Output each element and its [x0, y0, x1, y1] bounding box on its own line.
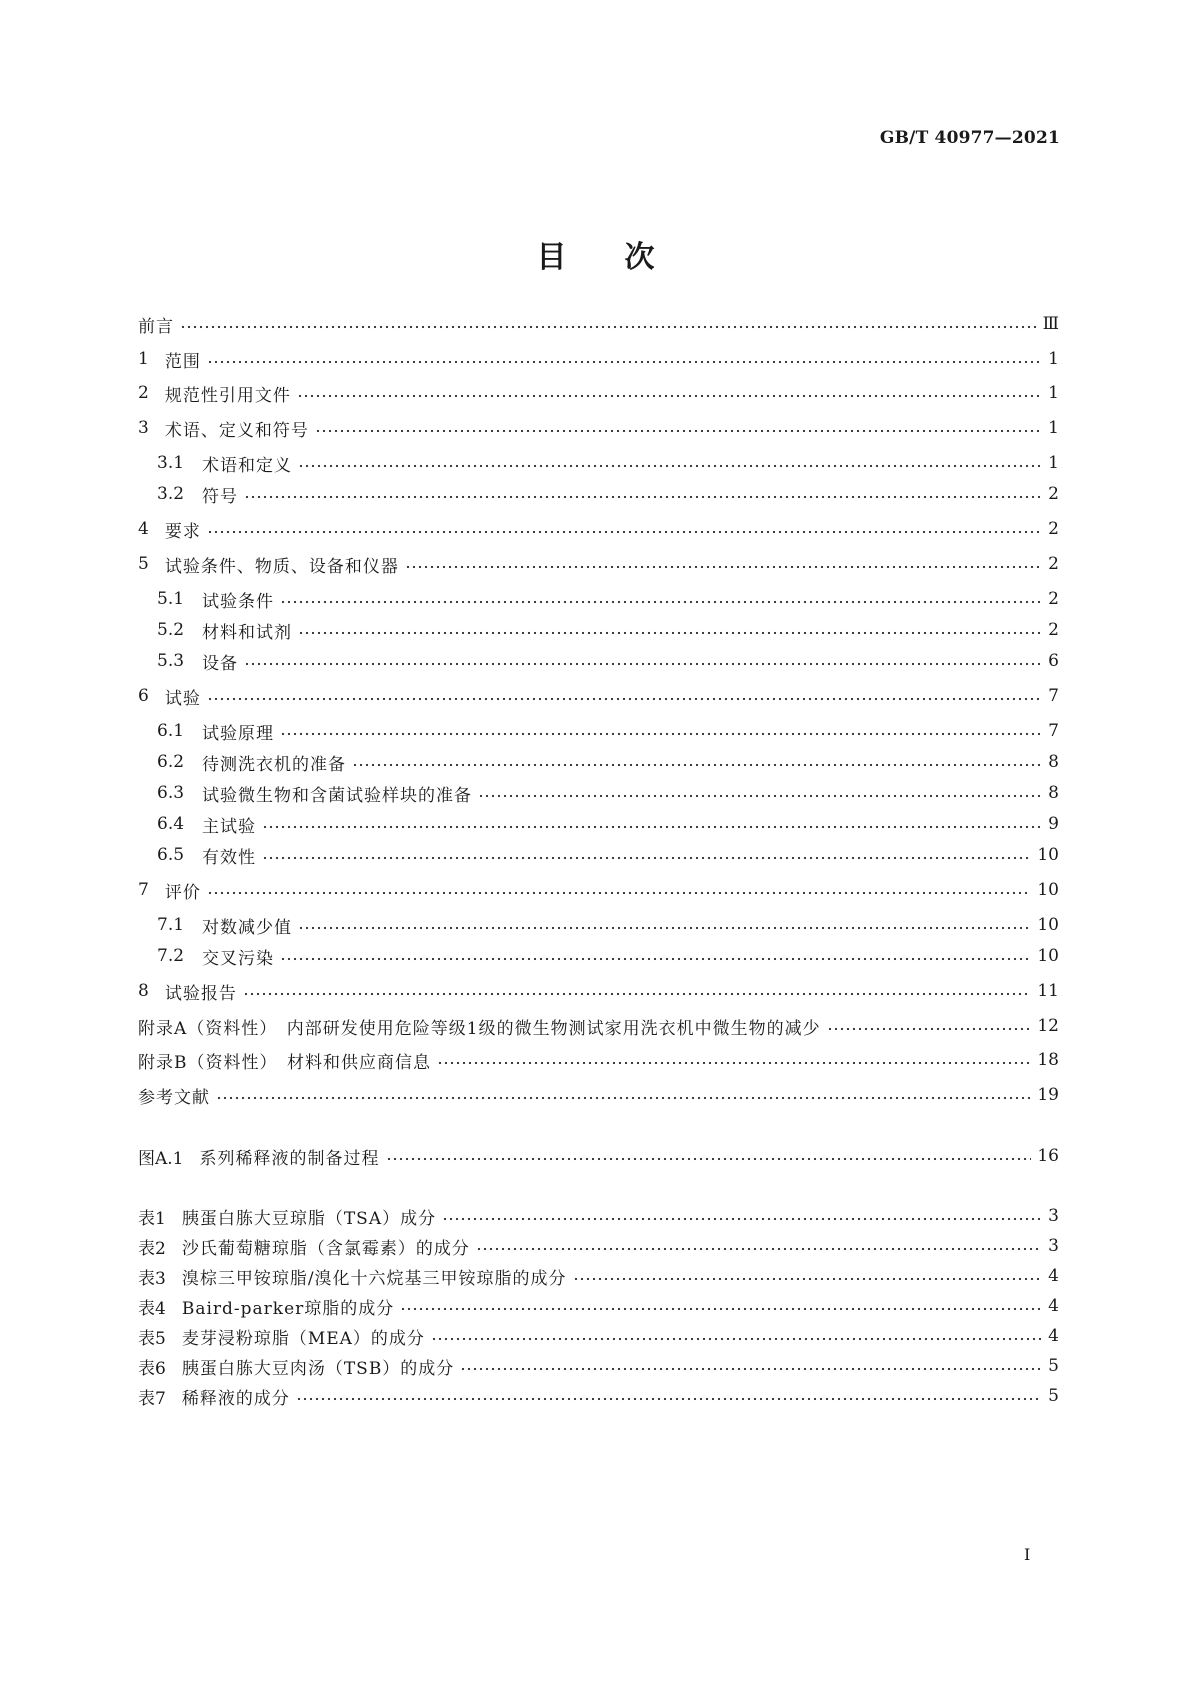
toc-entry-page: 18 — [1037, 1050, 1059, 1070]
dot-leader — [400, 1294, 1041, 1318]
page-title: 目次 — [536, 240, 713, 275]
toc-entry-page: 1 — [1048, 453, 1059, 473]
toc-entry-number: 3 — [138, 418, 149, 438]
dot-leader — [280, 944, 1031, 968]
toc-entry-number: 5 — [138, 554, 149, 574]
toc-entry-title: 胰蛋白胨大豆琼脂（TSA）成分 — [181, 1208, 437, 1229]
toc-entry[interactable] — [138, 1384, 1059, 1408]
toc-entry-title: 试验微生物和含菌试验样块的准备 — [202, 785, 473, 806]
toc-entry-number: 8 — [138, 981, 149, 1001]
toc-entry-page: 8 — [1048, 783, 1059, 803]
dot-leader — [207, 517, 1041, 541]
toc-entry-title: 前言 — [138, 316, 174, 337]
toc-entry-title: 试验报告 — [164, 983, 237, 1004]
toc-entry[interactable] — [138, 1294, 1059, 1318]
toc-entry-number: 1 — [138, 349, 149, 369]
toc-entry-page: 10 — [1037, 915, 1059, 935]
toc-entry[interactable] — [138, 979, 1059, 1003]
toc-entry[interactable] — [138, 552, 1059, 576]
toc-entry[interactable] — [138, 1083, 1059, 1107]
dot-leader — [244, 482, 1041, 506]
toc-entry-title: 沙氏葡萄糖琼脂（含氯霉素）的成分 — [181, 1238, 470, 1259]
toc-entry[interactable] — [138, 1354, 1059, 1378]
toc-entry-number: 6.1 — [157, 721, 185, 741]
toc-entry-number: 图A.1 — [138, 1148, 184, 1169]
dot-leader — [280, 587, 1041, 611]
toc-entry[interactable] — [138, 517, 1059, 541]
toc-entry-number: 6.3 — [157, 783, 185, 803]
toc-entry[interactable] — [157, 843, 1059, 867]
dot-leader — [298, 451, 1041, 475]
toc-entry-number: 3.1 — [157, 453, 185, 473]
dot-leader — [478, 781, 1041, 805]
toc-entry[interactable] — [157, 944, 1059, 968]
toc-entry-page: 1 — [1048, 349, 1059, 369]
toc-entry-page: 6 — [1048, 651, 1059, 671]
toc-entry-page: 5 — [1048, 1356, 1059, 1376]
toc-entry-number: 表1 — [138, 1208, 166, 1229]
toc-entry-title: 规范性引用文件 — [164, 385, 291, 406]
toc-entry-number: 5.3 — [157, 651, 185, 671]
dot-leader — [298, 913, 1031, 937]
toc-entry-page: Ⅲ — [1042, 314, 1059, 334]
toc-entry-title: 术语、定义和符号 — [164, 420, 309, 441]
dot-leader — [431, 1324, 1041, 1348]
toc-entry-title: 材料和试剂 — [202, 622, 293, 643]
dot-leader — [573, 1264, 1041, 1288]
toc-entry-page: 9 — [1048, 814, 1059, 834]
toc-entry-title: 试验 — [164, 688, 201, 709]
toc-entry-number: 表4 — [138, 1298, 166, 1319]
dot-leader — [460, 1354, 1041, 1378]
page-number: I — [1024, 1545, 1031, 1564]
toc-entry[interactable] — [157, 649, 1059, 673]
dot-leader — [476, 1234, 1041, 1258]
toc-entry[interactable] — [138, 1264, 1059, 1288]
toc-entry[interactable] — [138, 1234, 1059, 1258]
toc-entry-page: 5 — [1048, 1386, 1059, 1406]
dot-leader — [827, 1014, 1032, 1038]
toc-entry-number: 7.2 — [157, 946, 185, 966]
dot-leader — [207, 684, 1041, 708]
toc-entry-page: 2 — [1048, 519, 1059, 539]
toc-entry-number: 6.2 — [157, 752, 185, 772]
toc-entry[interactable] — [157, 781, 1059, 805]
dot-leader — [207, 878, 1032, 902]
toc-entry-page: 3 — [1048, 1236, 1059, 1256]
toc-entry[interactable] — [138, 1048, 1059, 1072]
toc-entry-number: 表3 — [138, 1268, 166, 1289]
toc-entry-title: 试验原理 — [202, 723, 275, 744]
toc-entry-title: 溴棕三甲铵琼脂/溴化十六烷基三甲铵琼脂的成分 — [181, 1268, 567, 1289]
toc-entry[interactable] — [138, 312, 1059, 336]
toc-entry-title: 系列稀释液的制备过程 — [199, 1148, 380, 1169]
toc-entry[interactable] — [138, 1014, 1059, 1038]
dot-leader — [386, 1144, 1032, 1168]
toc-entry-page: 10 — [1037, 880, 1059, 900]
toc-entry-page: 4 — [1048, 1326, 1059, 1346]
toc-entry-number: 2 — [138, 383, 149, 403]
toc-entry[interactable] — [138, 381, 1059, 405]
toc-entry-title: 符号 — [202, 486, 239, 507]
toc-entry-number: 3.2 — [157, 484, 185, 504]
dot-leader — [207, 347, 1041, 371]
toc-entry[interactable] — [157, 618, 1059, 642]
toc-entry-page: 10 — [1037, 845, 1059, 865]
toc-entry[interactable] — [157, 451, 1059, 475]
toc-entry-number: 5.1 — [157, 589, 185, 609]
dot-leader — [280, 719, 1041, 743]
toc-entry-page: 1 — [1048, 418, 1059, 438]
toc-entry-title: 试验条件、物质、设备和仪器 — [164, 556, 399, 577]
toc-entry-page: 2 — [1048, 589, 1059, 609]
toc-entry-number: 表7 — [138, 1388, 166, 1409]
dot-leader — [437, 1048, 1031, 1072]
toc-entry-number: 6 — [138, 686, 149, 706]
dot-leader — [297, 381, 1041, 405]
toc-entry-page: 16 — [1037, 1146, 1059, 1166]
dot-leader — [262, 843, 1031, 867]
toc-entry-number: 6.4 — [157, 814, 185, 834]
toc-entry-title: 试验条件 — [202, 591, 275, 612]
toc-entry-title: 主试验 — [202, 816, 257, 837]
dot-leader — [405, 552, 1041, 576]
toc-entry-title: 参考文献 — [138, 1087, 210, 1108]
toc-entry[interactable] — [157, 913, 1059, 937]
toc-entry-number: 7.1 — [157, 915, 185, 935]
toc-entry[interactable] — [138, 1144, 1059, 1168]
toc-entry[interactable] — [157, 719, 1059, 743]
toc-entry-page: 7 — [1048, 721, 1059, 741]
toc-entry-title: 附录B（资料性） 材料和供应商信息 — [138, 1052, 431, 1073]
toc-entry-number: 表5 — [138, 1328, 166, 1349]
toc-entry-number: 5.2 — [157, 620, 185, 640]
toc-entry-page: 12 — [1037, 1016, 1059, 1036]
toc-entry[interactable] — [138, 347, 1059, 371]
toc-entry-page: 4 — [1048, 1266, 1059, 1286]
toc-entry-page: 7 — [1048, 686, 1059, 706]
toc-entry[interactable] — [138, 878, 1059, 902]
toc-entry-title: 设备 — [202, 653, 239, 674]
toc-entry[interactable] — [138, 684, 1059, 708]
dot-leader — [180, 312, 1037, 336]
dot-leader — [243, 979, 1032, 1003]
toc-entry[interactable] — [138, 1204, 1059, 1228]
toc-entry[interactable] — [157, 812, 1059, 836]
toc-entry-page: 8 — [1048, 752, 1059, 772]
dot-leader — [262, 812, 1041, 836]
dot-leader — [296, 1384, 1041, 1408]
toc-entry-page: 10 — [1037, 946, 1059, 966]
toc-entry-title: 要求 — [164, 521, 201, 542]
toc-entry-page: 2 — [1048, 554, 1059, 574]
toc-entry-title: 评价 — [164, 882, 201, 903]
toc-entry-title: 对数减少值 — [202, 917, 293, 938]
toc-entry-title: 胰蛋白胨大豆肉汤（TSB）的成分 — [181, 1358, 455, 1379]
toc-entry[interactable] — [157, 750, 1059, 774]
toc-entry-page: 2 — [1048, 484, 1059, 504]
toc-entry-title: 稀释液的成分 — [181, 1388, 290, 1409]
toc-entry-title: Baird-parker琼脂的成分 — [181, 1298, 395, 1319]
toc-entry-page: 1 — [1048, 383, 1059, 403]
dot-leader — [216, 1083, 1031, 1107]
dot-leader — [352, 750, 1041, 774]
toc-entry[interactable] — [138, 1324, 1059, 1348]
standard-code: GB/T 40977—2021 — [879, 128, 1060, 148]
toc-entry-number: 7 — [138, 880, 149, 900]
dot-leader — [315, 416, 1041, 440]
dot-leader — [442, 1204, 1041, 1228]
toc-entry[interactable] — [157, 482, 1059, 506]
toc-entry-title: 交叉污染 — [202, 948, 275, 969]
toc-entry-number: 4 — [138, 519, 149, 539]
dot-leader — [244, 649, 1041, 673]
toc-entry-title: 有效性 — [202, 847, 257, 868]
dot-leader — [298, 618, 1041, 642]
toc-entry[interactable] — [157, 587, 1059, 611]
toc-entry-title: 待测洗衣机的准备 — [202, 754, 347, 775]
toc-entry-title: 范围 — [164, 351, 201, 372]
toc-entry[interactable] — [138, 416, 1059, 440]
toc-entry-page: 3 — [1048, 1206, 1059, 1226]
toc-entry-page: 19 — [1037, 1085, 1059, 1105]
toc-entry-title: 术语和定义 — [202, 455, 293, 476]
toc-entry-title: 麦芽浸粉琼脂（MEA）的成分 — [181, 1328, 425, 1349]
toc-entry-number: 表2 — [138, 1238, 166, 1259]
toc-entry-page: 2 — [1048, 620, 1059, 640]
toc-entry-page: 11 — [1037, 981, 1059, 1001]
toc-entry-number: 表6 — [138, 1358, 166, 1379]
toc-entry-page: 4 — [1048, 1296, 1059, 1316]
toc-entry-title: 附录A（资料性） 内部研发使用危险等级1级的微生物测试家用洗衣机中微生物的减少 — [138, 1018, 821, 1039]
toc-entry-number: 6.5 — [157, 845, 185, 865]
